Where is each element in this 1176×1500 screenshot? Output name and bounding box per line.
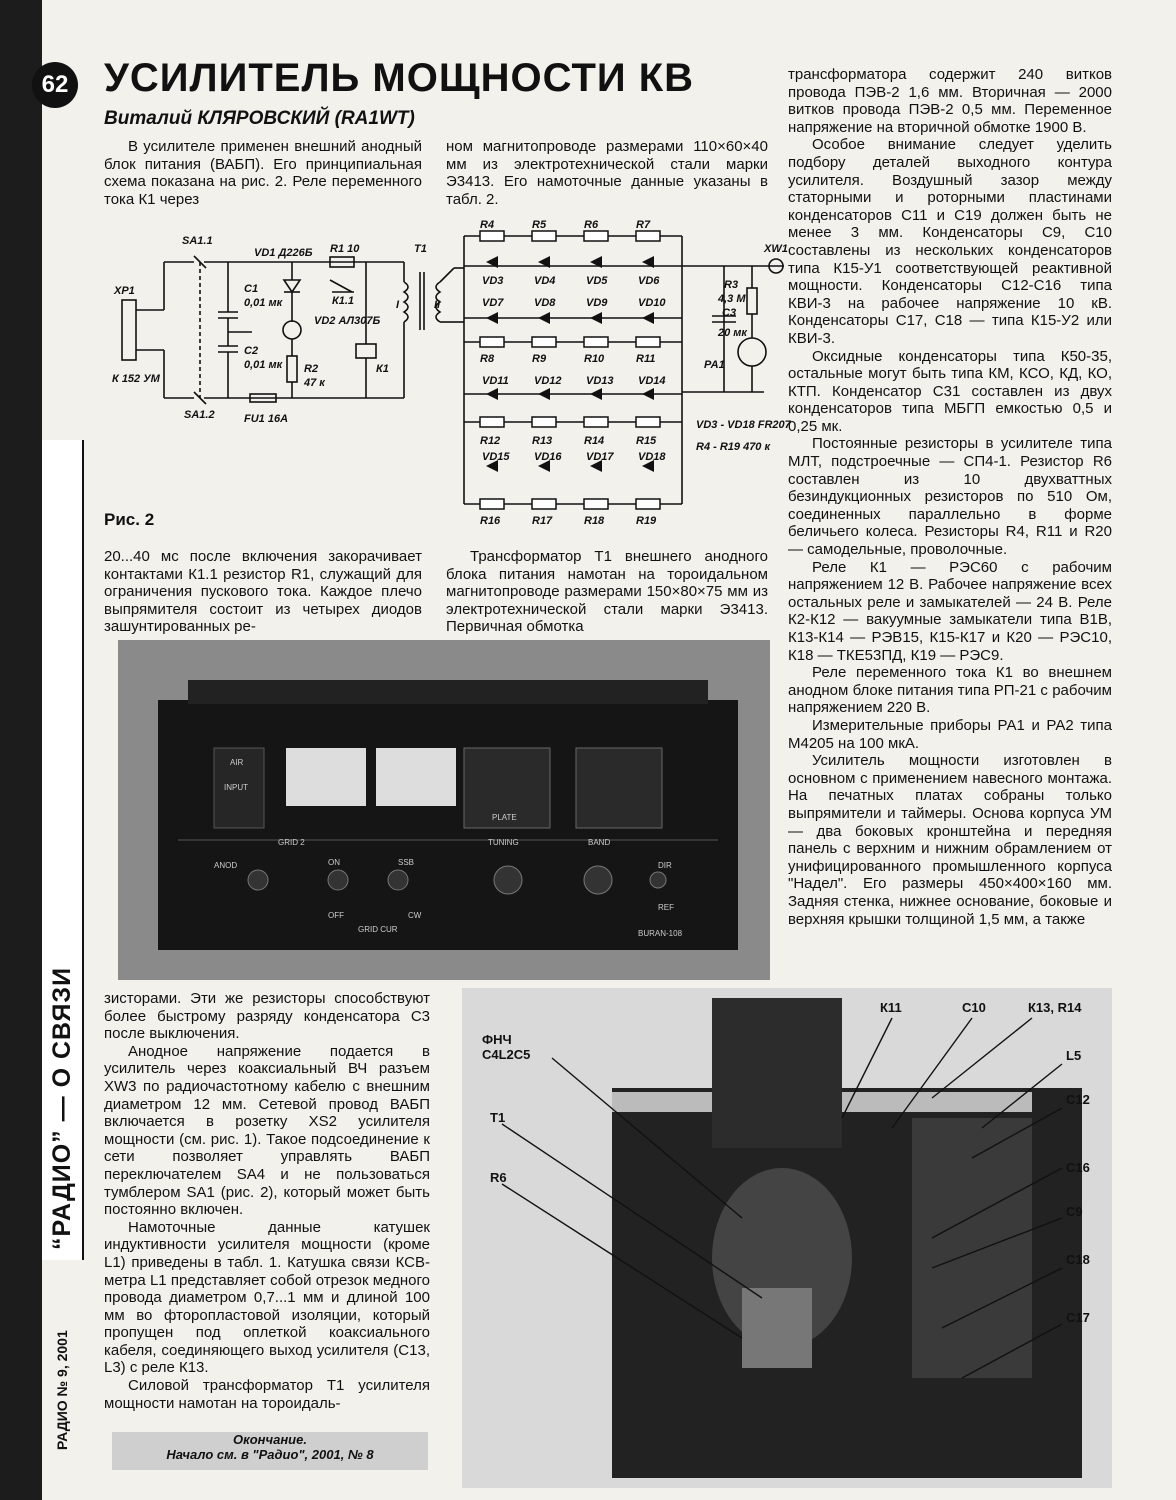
schematic-label: 47 к [304,377,325,389]
panel-label-plate: PLATE [492,813,517,822]
panel-label-air: AIR [230,758,244,767]
schematic-label: R12 [480,435,501,447]
panel-label-band: BAND [588,838,611,847]
article-title: УСИЛИТЕЛЬ МОЩНОСТИ КВ [104,56,695,100]
schematic-label: 0,01 мк [244,359,283,371]
paragraph: Измерительные приборы РА1 и РА2 типа М4205 на 100 мкА. [788,716,1112,752]
schematic-label: VD3 - VD18 FR207 [696,419,791,431]
label-l5: L5 [1066,1048,1082,1063]
figure-caption: Рис. 2 [104,510,155,529]
schematic-label: FU1 16А [244,413,289,425]
schematic-label: R10 [584,353,605,365]
schematic-label: VD7 [482,297,504,309]
paragraph: В усилителе применен внешний анодный блок питания (ВАБП). Его принципиальная схема показана на рис. 2. Реле переменного тока К1 через [104,138,422,208]
paragraph: Особое внимание следует уделить подбору деталей выходного контура усилителя. Воздушный зазор между статорными и роторными пластинами конденсаторов С11 и С19 должен быть не менее 3 мм. Конденсаторы С9, С10 составлены из нескольких конденсаторов типа К15-У1 соответствующей реактивной мощности. Конденсаторы С12-С16 типа КВИ-3 на рабочее напряжение 10 кВ. Конденсаторы С17, С18 — типа К15-У2 или КВИ-3. [788,136,1112,347]
section-title: “РАДИО” — О СВЯЗИ [48,966,76,1250]
schematic-label: VD6 [638,275,660,287]
footer-line2: Начало см. в "Радио", 2001, № 8 [166,1447,374,1462]
section-strip [42,440,84,1260]
panel-label-grid2: GRID 2 [278,838,305,847]
schematic-label: VD8 [534,297,556,309]
panel-label-on: ON [328,858,340,867]
schematic-label: VD4 [534,275,556,287]
label-r6: R6 [490,1170,507,1185]
schematic-label: VD9 [586,297,608,309]
page-spine [0,0,42,1500]
schematic-label: 0,01 мк [244,297,283,309]
schematic-label: VD3 [482,275,504,287]
panel-label-tuning: TUNING [488,838,519,847]
schematic-label: R11 [636,353,656,365]
schematic-label: VD12 [534,375,562,387]
label-filter: ФНЧ С4L2С5 [482,1032,531,1062]
schematic-label: R17 [532,515,553,527]
issue-label: РАДИО № 9, 2001 [54,1330,70,1450]
schematic-label: R4 [480,219,495,231]
schematic-label: R16 [480,515,501,527]
paragraph: Реле переменного тока К1 во внешнем анодном блоке питания типа РП-21 с рабочим напряжением 220 В. [788,664,1112,717]
schematic-label: VD14 [638,375,666,387]
schematic-label: VD15 [482,451,510,463]
schematic-label: SA1.2 [184,409,215,421]
label-c12: С12 [1066,1092,1090,1107]
schematic-label: R7 [636,219,651,231]
paragraph: Намоточные данные катушек индуктивности усилителя мощности (кроме L1) приведены в табл. 1. Катушка связи КСВ-метра L1 представляет собой отрезок медного провода диаметром 0,7...1 мм и длиной 100 мм во фторопластовой изоляции, который пропущен под оплеткой коаксиального кабеля, соединяющего выход усилителя (С13, L3) с реле К13. [104,1218,430,1377]
schematic-label: R19 [636,515,657,527]
schematic-label: SA1.1 [182,235,213,247]
schematic-label: 20 мк [718,327,748,339]
paragraph: Оксидные конденсаторы типа К50-35, остальные могут быть типа КМ, КСО, КД, КО, КТП. Конденсатор С31 составлен из двух конденсаторов типа МБГП емкостью 0,5 и 0,25 мк. [788,347,1112,435]
amplifier-front-photo [118,640,770,980]
schematic-label: VD18 [638,451,666,463]
label-k13-r14: К13, R14 [1028,1000,1082,1015]
schematic-label: VD11 [482,375,509,387]
label-c9: С9 [1066,1204,1083,1219]
column1-top [104,138,422,208]
schematic-label: Т1 [414,243,427,255]
schematic-label: VD16 [534,451,562,463]
label-c10: С10 [962,1000,986,1015]
schematic-label: R14 [584,435,605,447]
panel-label-off: OFF [328,911,344,920]
front-panel-illustration [118,640,770,980]
paragraph: Трансформатор Т1 внешнего анодного блока питания намотан на тороидальном магнитопроводе размерами 150×80×75 мм из электротехнической стали марки Э3413. Первичная обмотка [446,548,768,636]
schematic-label: R13 [532,435,553,447]
page-number: 62 [32,62,78,108]
schematic-label: R5 [532,219,547,231]
label-c16: С16 [1066,1160,1090,1175]
panel-label-cw: CW [408,911,422,920]
schematic-label: РА1 [704,359,725,371]
schematic-label: VD5 [586,275,608,287]
label-c18: С18 [1066,1252,1090,1267]
schematic-label: 4,3 М [718,293,746,305]
schematic-label: XP1 [114,285,135,297]
schematic-label: R8 [480,353,495,365]
paragraph: 20...40 мс после включения закорачивает контактами К1.1 резистор R1, служащий для ограничения пускового тока. Каждое плечо выпрямителя состоит из четырех диодов зашунтированных ре- [104,548,422,636]
schematic-label: К1 [376,363,389,375]
panel-label-dir: DIR [658,861,672,870]
paragraph: Усилитель мощности изготовлен в основном с применением навесного монтажа. На печатных платах собраны только выпрямители и таймеры. Основа корпуса УМ — два боковых кронштейна и передняя панель с верхним и нижним обрамлением от унифицированного промышленного корпуса "Надел". Его размеры 450×400×160 мм. Задняя стенка, нижнее основание, боковые и верхняя крышки толщиной 1,5 мм, а также [788,752,1112,928]
schematic-diagram [104,212,794,528]
paragraph: Реле К1 — РЭС60 с рабочим напряжением 12 В. Рабочее напряжение всех остальных реле и замыкателей — 24 В. Реле К2-К12 — вакуумные замыкатели типа В1В, К13-К14 — РЭВ15, К15-К17 и К20 — РЭС10, К18 — ТКЕ53ПД, К19 — РЭС9. [788,558,1112,664]
paragraph: Постоянные резисторы в усилителе типа МЛТ, подстроечные — СП4-1. Резистор R6 составлен из 10 двухваттных безиндукционных резисторов по 510 Ом, соединенных параллельно в форме беличьего колеса. Резисторы R4, R11 и R20 — самодельные, проволочные. [788,435,1112,559]
column2-mid [446,548,768,636]
label-c17: С17 [1066,1310,1090,1325]
schematic-label: С3 [722,307,737,319]
schematic-label: I [396,299,400,311]
label-t1: Т1 [490,1110,506,1125]
panel-label-anod: ANOD [214,861,238,870]
column3 [788,66,1112,928]
schematic-label: VD13 [586,375,614,387]
schematic-label: VD1 Д226Б [254,247,313,259]
paragraph: ном магнитопроводе размерами 110×60×40 мм из электротехнической стали марки Э3413. Его намоточные данные указаны в табл. 2. [446,138,768,208]
panel-label-grid_cur: GRID CUR [358,925,398,934]
paragraph: трансформатора содержит 240 витков провода ПЭВ-2 1,6 мм. Вторичная — 2000 витков провода ПЭВ-2 0,5 мм. Переменное напряжение на вторичной обмотке 1900 В. [788,66,1112,136]
article-author: Виталий КЛЯРОВСКИЙ (RA1WT) [104,108,415,129]
paragraph: зисторами. Эти же резисторы способствуют более быстрому разряду конденсатора С3 после выключения. [104,990,430,1043]
panel-label-ssb: SSB [398,858,415,867]
paragraph: Силовой трансформатор Т1 усилителя мощности намотан на тороидаль- [104,1377,430,1412]
schematic-label: R15 [636,435,657,447]
column1-low [104,990,430,1412]
schematic-label: К1.1 [332,295,355,307]
label-k11: К11 [880,1000,902,1015]
schematic-label: R9 [532,353,547,365]
schematic-label: II [434,299,441,311]
continuation-note [112,1432,428,1470]
column2-top [446,138,768,208]
schematic-label: С2 [244,345,259,357]
schematic-label: R6 [584,219,599,231]
schematic-label: XW1 [764,243,788,255]
interior-illustration [462,988,1112,1488]
schematic-label: R18 [584,515,605,527]
column1-mid [104,548,422,636]
panel-label-input: INPUT [224,783,248,792]
schematic-label: К 152 УМ [112,373,160,385]
panel-label-ref: REF [658,903,674,912]
schematic-label: R1 10 [330,243,360,255]
schematic-label: R3 [724,279,739,291]
amplifier-interior-photo [462,988,1112,1488]
schematic-label: VD17 [586,451,614,463]
schematic-label: С1 [244,283,259,295]
schematic-label: R4 - R19 470 к [696,441,771,453]
panel-label-model: BURAN-108 [638,929,683,938]
schematic-label: VD2 АЛ307Б [314,315,381,327]
paragraph: Анодное напряжение подается в усилитель через коаксиальный ВЧ разъем XW3 по радиочастотному кабелю с внешним диаметром 12 мм. Сетевой провод ВАБП включается в розетку XS2 усилителя мощности (см. рис. 1). Такое подсоединение к сети позволяет управлять ВАБП переключателем SA4 и не пользоваться тумблером SA1 (рис. 2), который может быть постоянно включен. [104,1042,430,1219]
schematic-label: R2 [304,363,319,375]
schematic-label: VD10 [638,297,666,309]
footer-line1: Окончание. [233,1432,307,1447]
